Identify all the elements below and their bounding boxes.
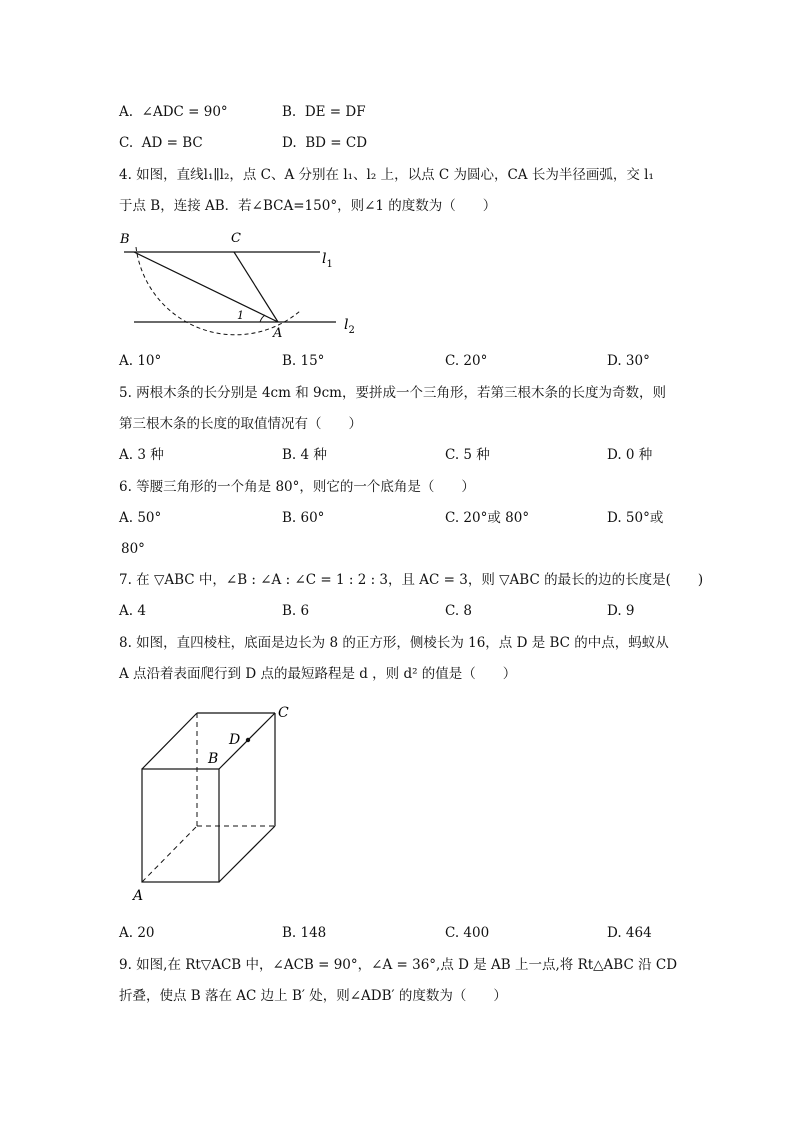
q3-option-d[interactable]: D. BD = CD xyxy=(282,135,368,151)
q8-prism-figure xyxy=(125,700,305,910)
label-angle-1: 1 xyxy=(237,309,244,322)
q6-option-c[interactable]: C. 20°或 80° xyxy=(445,510,530,526)
q4-stem-line1: 4. 如图，直线l₁∥l₂，点 C、A 分别在 l₁、l₂ 上，以点 C 为圆心，CA 长为半径画弧，交 l₁ xyxy=(119,167,654,183)
angle-1-arc xyxy=(260,315,265,322)
q5-option-d[interactable]: D. 0 种 xyxy=(607,447,653,463)
q5-stem-line1: 5. 两根木条的长分别是 4cm 和 9cm，要拼成一个三角形，若第三根木条的长度为奇数，则 xyxy=(119,385,666,401)
label-a: A xyxy=(273,326,283,341)
q8-option-b[interactable]: B. 148 xyxy=(282,925,327,941)
q4-option-b[interactable]: B. 15° xyxy=(282,353,325,369)
q3-option-a[interactable]: A. ∠ADC = 90° xyxy=(119,104,228,120)
q5-stem-line2: 第三根木条的长度的取值情况有（ ） xyxy=(119,416,362,432)
q4-option-a[interactable]: A. 10° xyxy=(119,353,162,369)
label-c: C xyxy=(278,705,289,721)
label-b: B xyxy=(208,751,219,767)
q7-option-b[interactable]: B. 6 xyxy=(282,603,310,619)
q8-option-d[interactable]: D. 464 xyxy=(607,925,652,941)
q9-stem-line2: 折叠，使点 B 落在 AC 边上 B′ 处，则∠ADB′ 的度数为（ ） xyxy=(119,988,507,1004)
q3-option-c[interactable]: C. AD = BC xyxy=(119,135,203,151)
label-a: A xyxy=(133,888,144,904)
label-l2: $l_2$ xyxy=(344,317,355,336)
label-b: B xyxy=(120,232,130,247)
top-left-edge xyxy=(142,713,197,769)
q5-option-c[interactable]: C. 5 种 xyxy=(445,447,490,463)
label-d: D xyxy=(229,732,241,748)
q5-option-b[interactable]: B. 4 种 xyxy=(282,447,327,463)
q7-stem-line1: 7. 在 ▽ABC 中，∠B : ∠A : ∠C = 1 : 2 : 3，且 AC = 3，则 ▽ABC 的最长的边的长度是( ) xyxy=(119,572,704,588)
q4-option-c[interactable]: C. 20° xyxy=(445,353,488,369)
q6-option-d[interactable]: D. 50°或 xyxy=(607,510,664,526)
hidden-left-edge xyxy=(142,826,197,882)
label-l1: $l_1$ xyxy=(322,251,333,270)
q3-option-b[interactable]: B. DE = DF xyxy=(282,104,366,120)
q8-option-c[interactable]: C. 400 xyxy=(445,925,490,941)
q4-option-d[interactable]: D. 30° xyxy=(607,353,650,369)
label-c: C xyxy=(231,231,241,246)
q8-stem-line2: A 点沿着表面爬行到 D 点的最短路程是 d ，则 d² 的值是（ ） xyxy=(119,666,517,682)
q6-option-d-wrap: 80° xyxy=(121,541,145,557)
q8-stem-line1: 8. 如图，直四棱柱，底面是边长为 8 的正方形，侧棱长为 16，点 D 是 BC 的中点，蚂蚁从 xyxy=(119,635,669,651)
q6-option-a[interactable]: A. 50° xyxy=(119,510,162,526)
q5-option-a[interactable]: A. 3 种 xyxy=(119,447,164,463)
q7-option-c[interactable]: C. 8 xyxy=(445,603,473,619)
q7-option-a[interactable]: A. 4 xyxy=(119,603,146,619)
bottom-right-edge xyxy=(219,826,275,882)
q4-figure xyxy=(110,225,370,345)
q4-stem-line2: 于点 B，连接 AB．若∠BCA=150°，则∠1 的度数为（ ） xyxy=(119,198,497,214)
q8-option-a[interactable]: A. 20 xyxy=(119,925,155,941)
q7-option-d[interactable]: D. 9 xyxy=(607,603,635,619)
q6-option-b[interactable]: B. 60° xyxy=(282,510,325,526)
q9-stem-line1: 9. 如图,在 Rt▽ACB 中，∠ACB = 90°，∠A = 36°,点 D 是 AB 上一点,将 Rt△ABC 沿 CD xyxy=(119,957,678,973)
point-d xyxy=(246,738,250,742)
q6-stem-line1: 6. 等腰三角形的一个角是 80°，则它的一个底角是（ ） xyxy=(119,479,475,495)
